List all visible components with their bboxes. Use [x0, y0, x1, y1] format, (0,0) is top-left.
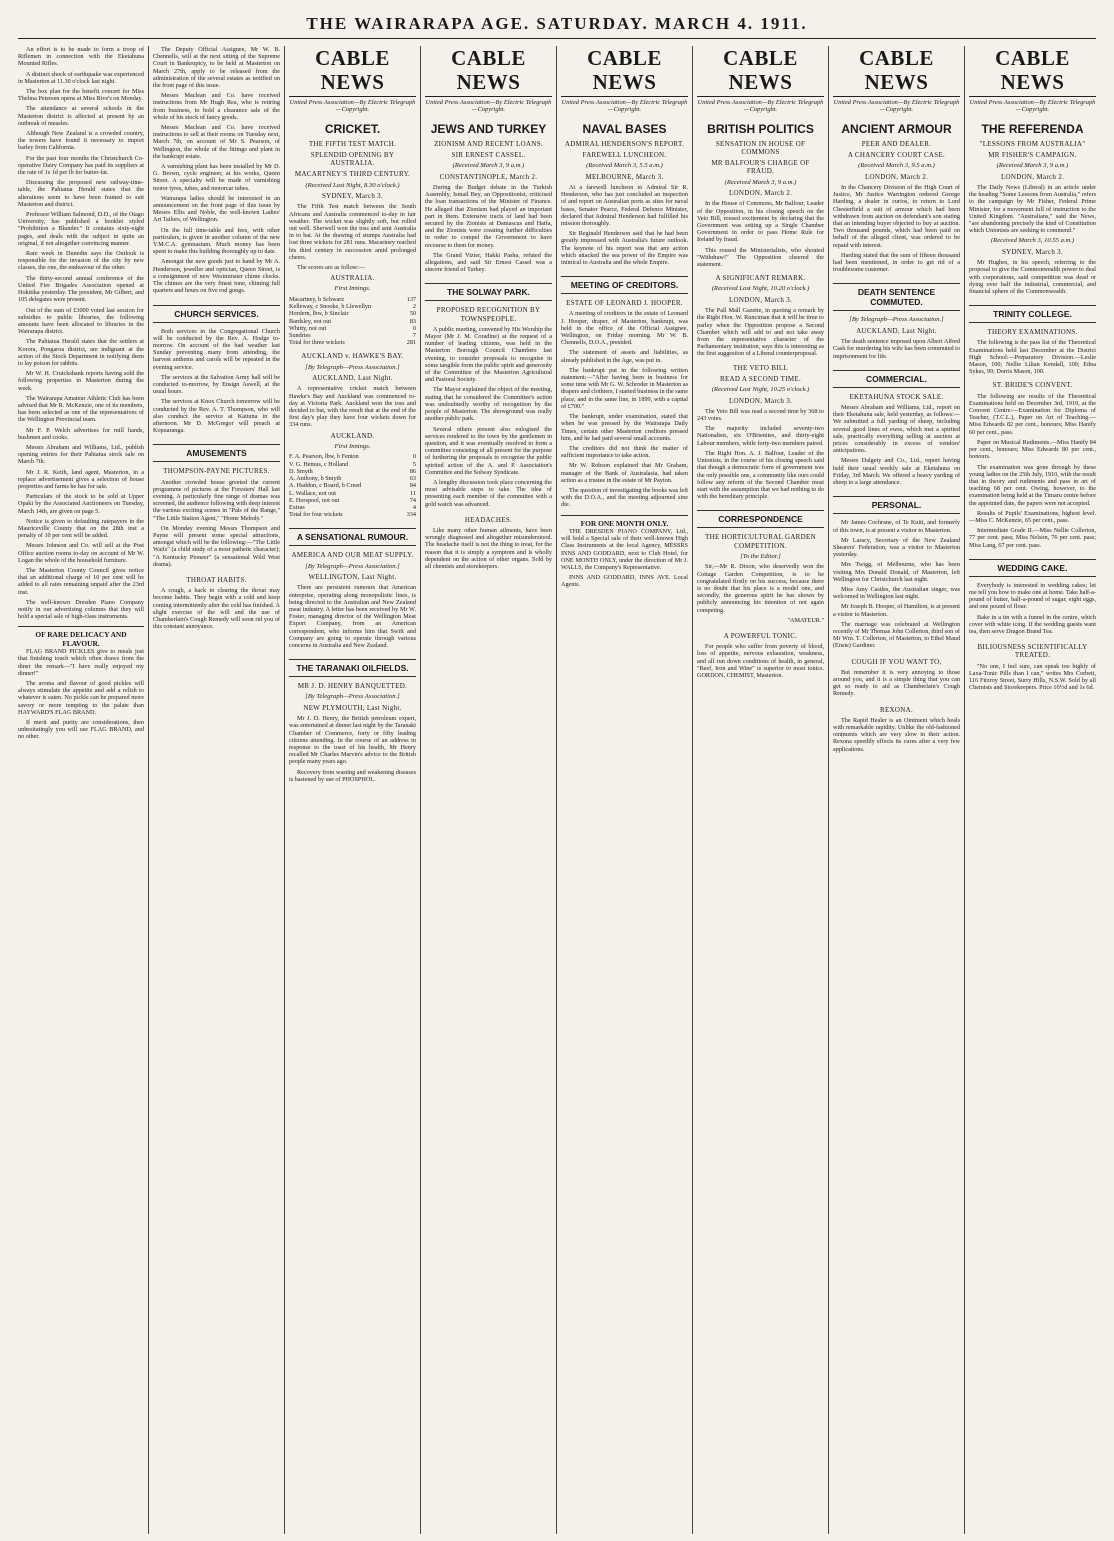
column-7 — [833, 46, 960, 1534]
news-paragraph: The Right Hon. A. J. Balfour, Leader of the Unionists, in the course of his closing speech said that though a democratic form of government was the only possible one, a community like ours could follow any reform of the Second Chamber most start with the assumption that we had nothing to do with the hereditary principle. — [697, 449, 824, 501]
news-paragraph: The attendance at several schools in the Masterton district is affected at present by an outbreak of measles. — [18, 105, 144, 127]
news-paragraph: The thirty-second annual conference of the United Fire Brigades Association opened at Hokitika yesterday. The president, Mr Gilbert, and 105 delegates were present. — [18, 274, 144, 304]
news-paragraph: A representative cricket match between Hawke's Bay and Auckland was commenced to-day at Victoria Park. Auckland won the toss and decided to bat, with the result that at the end of the first day's play they have four wickets down for 334 runs. — [289, 385, 416, 429]
dateline: AUCKLAND, Last Night. — [312, 374, 393, 383]
table-row — [289, 310, 416, 317]
column-divider — [692, 46, 693, 1534]
article-subheading: AUCKLAND v. HAWKE'S BAY. — [301, 352, 404, 361]
article-subheading: MR J. D. HENRY BANQUETTED. — [297, 682, 408, 691]
article-subheading: ADMIRAL HENDERSON'S REPORT. — [564, 139, 685, 148]
telegraph-note: [By Telegraph—Press Association.] — [849, 316, 944, 324]
section-subheading: BILIOUSNESS SCIENTIFICALLY TREATED. — [977, 643, 1088, 660]
batsman-name: A. Haddon, c Board, b Creed — [289, 482, 362, 490]
news-paragraph: Mr W. H. Cruickshank reports having sold the following properties in Masterton during the week. — [18, 370, 144, 392]
section-heading: MEETING OF CREDITORS. — [561, 276, 688, 294]
news-paragraph: Recovery from wasting and weakening diseases is hastened by use of PHOSPHOL. — [289, 768, 416, 783]
cable-byline: United Press Association—By Electric Telegraph—Copyright. — [697, 99, 824, 114]
total-runs: 334 — [406, 511, 416, 519]
section-heading: AMUSEMENTS — [153, 444, 280, 462]
news-paragraph: At a farewell luncheon to Admiral Sir R. Henderson, who has just concluded an inspection of and report on Australian ports as sites for naval bases, Senator Pearce, Federal Defence Minister, declared that Admiral Henderson had fulfilled his mission thoroughly. — [561, 184, 688, 228]
news-paragraph: The Rapid Healer is an Ointment which heals with remarkable rapidity. Unlike the old-fashioned ointments which are very slow in their action. Rexona speedily effects its cures after a very few applications. — [833, 716, 960, 753]
cable-news-heading: CABLE NEWS — [697, 46, 824, 97]
news-paragraph: On Monday evening Messrs Thompson and Payne will present some special attractions, amongst which will be the following:—"The Little Waifs" (a child study of a most pathetic character); "A Kentucky Pioneer" (a sensational Wild West drama). — [153, 524, 280, 568]
received-note: (Received March 3, 10.55 a.m.) — [990, 237, 1075, 245]
article-headline: BRITISH POLITICS — [707, 121, 814, 136]
article-subheading: AMERICA AND OUR MEAT SUPPLY. — [291, 551, 414, 560]
news-paragraph: "No one, I feel sure, can speak too highly of Laxa-Tonic Pills than I can," writes Mrs Corbett, 116 Fitzroy Street, Surry Hills, N.S.W. Sold by all Chemists and Storekeepers. Price 10½d and 1s 6d. — [969, 662, 1096, 692]
cable-news-heading: CABLE NEWS — [561, 46, 688, 97]
article-subheading: "LESSONS FROM AUSTRALIA" — [979, 139, 1086, 148]
column-divider — [148, 46, 149, 1534]
section-subheading: THOMPSON-PAYNE PICTURES. — [163, 467, 270, 476]
news-paragraph: The Wairarapa Amateur Athletic Club has been advised that Mr R. McKenzie, one of its members, has been selected as one of the representatives of the Wellington Provincial team. — [18, 394, 144, 424]
news-paragraph: Messrs Abraham and Williams, Ltd., report on their Eketahuna sale, held yesterday, as follows:—We submitted a full yarding of sheep, including several good lines of ewes, which met a spirited sale, practically everything selling at auction at prices considerably in excess of vendors' anticipations. — [833, 404, 960, 455]
scorecard-table — [289, 453, 416, 518]
news-paragraph: The scores are as follow:— — [297, 264, 366, 272]
article-headline: ANCIENT ARMOUR — [841, 121, 952, 136]
news-paragraph: The Veto Bill was read a second time by 368 to 243 votes. — [697, 407, 824, 423]
article-headline: THE REFERENDA — [981, 121, 1084, 136]
received-note: (Received March 3, 9 a.m.) — [452, 162, 525, 170]
news-paragraph: Like many other human ailments, have been wrongly diagnosed and altogether misunderstood. The headache itself is not the thing to treat, for the reason that it is simply a symptom and is wholly dependent on the action of other organs. Sold by all chemists and storekeepers. — [425, 526, 552, 570]
batsman-name: Hordern, lbw, b Sinclair — [289, 310, 349, 318]
news-paragraph: Notice is given to defaulting ratepayers in the Mauriceville County that on the 28th inst a penalty of 10 per cent will be added. — [18, 517, 144, 540]
section-heading: PERSONAL. — [833, 496, 960, 514]
column-1 — [18, 46, 144, 1534]
received-note: (Received Last Night, 10.25 o'clock.) — [711, 386, 810, 394]
cable-news-heading: CABLE NEWS — [833, 46, 960, 97]
scorecard-title: AUCKLAND. — [330, 431, 375, 440]
article-subheading: SENSATION IN HOUSE OF COMMONS — [715, 139, 806, 157]
article-subheading: MR BALFOUR'S CHARGE OF FRAUD. — [711, 159, 810, 176]
news-paragraph: The following is the pass list of the Theoretical Examinations held last December at the District High School:—Preparatory Division.—Leslie Mason, 100; Nellie Lilian Kendall, 100; Edna Sykes, 99; Dorris Mason, 100. — [969, 339, 1096, 376]
runs: 5 — [412, 460, 416, 468]
news-paragraph: The services at Knox Church tomorrow will be conducted by the Rev. A. T. Thompson, who will also conduct the service at Kaituna in the afternoon. Mr D. McGregor will preach at Kopuaranga. — [153, 398, 280, 435]
scorecard-subtitle: First Innings. — [334, 442, 371, 450]
batsman-name: F. A. Pearson, lbw, b Fenton — [289, 453, 359, 461]
piano-advertisement — [561, 515, 688, 589]
news-paragraph: Another crowded house greeted the current programme of pictures at the Foresters' Hall last evening. A particularly fine range of dramas was screened, the audience following with deep interest the various exciting scenes in "Pals of the Range," "The Little Station Agent," "Home Melody." — [153, 478, 280, 522]
news-paragraph: Sir,—Mr R. Dixon, who deservedly won the Cottage Garden Competition, is to be congratulated firstly on his success, because there is no doubt that his place is a model one, and secondly, the generous spirit he has shown by publicly announcing his intention of not again competing. — [697, 563, 824, 614]
column-2 — [153, 46, 280, 1534]
section-heading: TRINITY COLLEGE. — [969, 305, 1096, 323]
news-paragraph: The Masterton County Council gives notice that an additional charge of 10 per cent will be added to all rates remaining unpaid after the 23rd inst. — [18, 567, 144, 596]
news-paragraph: The Pall Mall Gazette, in quoting a remark by the Right Hon. W. Runciman that it will be time to parley when the Opposition propose a Second Chamber which will add to and not take away from the representative character of the Parliamentary institution, says this is interesting as the first suggestion of a Liberal counterproposal. — [697, 307, 824, 358]
news-paragraph: In the Chancery Division of the High Court of Justice, Mr Justice Warrington ordered George Harding, a dealer in curios, to return to Lord Chesterfield a suit of armour which had been withdrawn from auction on defendant's son stating that an intending buyer objected to buy at auction. Two thousand pounds, which had been paid on behalf of the alleged client, was ordered to be repaid with interest. — [833, 184, 960, 249]
batsman-name: Macartney, b Schwarz — [289, 296, 345, 304]
news-paragraph: Both services in the Congregational Church will be conducted by the Rev. A. Hodge to-morrow. On account of the bad weather last Sunday preventing many from attending, the harvest anthems and carols will be repeated in the evening service. — [153, 327, 280, 371]
table-row — [289, 504, 416, 511]
batsman-name: Bardsley, not out — [289, 317, 332, 325]
column-4 — [425, 46, 552, 1534]
masthead-rule — [18, 38, 1096, 39]
article-subheading: PEER AND DEALER. — [861, 139, 932, 148]
ad-paragraph: If merit and purity are considerations, then unhesitatingly you will use FLAG BRAND, and no other. — [18, 719, 144, 741]
article-subheading: PROPOSED RECOGNITION BY TOWNSPEOPLE. — [436, 306, 541, 323]
received-note: (Received March 3, 5.5 a.m.) — [586, 162, 663, 170]
telegraph-note: [By Telegraph—Press Association.] — [305, 562, 400, 570]
received-note: (Received March 3, 9 a.m.) — [996, 162, 1069, 170]
batsman-name: L. Wallace, not out — [289, 489, 336, 497]
news-paragraph: Several others present also eulogised the services rendered to the town by the gentlemen in question, and it was eventually resolved to form a committee consisting of all present for the purpose of furthering the proposals to recognise the public spirited action of the A. and P. Association's Committee and the Solway Syndicate. — [425, 425, 552, 476]
runs: 50 — [409, 310, 416, 318]
news-paragraph: Mr F. P. Welch advertises for mill hands, bushmen and cooks. — [18, 426, 144, 441]
news-paragraph: Paper on Musical Rudiments.—Miss Hanify 84 per cent., honours; Miss Edwards 80 per cent., honours. — [969, 438, 1096, 461]
pickles-advertisement — [18, 626, 144, 740]
section-subheading: THROAT HABITS. — [186, 575, 247, 584]
news-paragraph: Messrs Dalgety and Co., Ltd., report having held their usual weekly sale at Eketahuna on Friday, 3rd March. We offered a heavy yarding of sheep to a large attendance. — [833, 457, 960, 487]
scorecard-table — [289, 296, 416, 346]
article-subheading: THE VETO BILL — [733, 363, 788, 372]
batsman-name: Sundries — [289, 332, 311, 340]
runs: 11 — [410, 489, 416, 497]
section-heading: CHURCH SERVICES. — [153, 305, 280, 323]
dateline: LONDON, March 3. — [728, 396, 793, 405]
news-paragraph: A distinct shock of earthquake was experienced in Masterton at 11.30 o'clock last night. — [18, 70, 144, 85]
dateline: NEW PLYMOUTH, Last Night. — [303, 703, 402, 712]
batsman-name: Whitty, not out — [289, 324, 327, 332]
section-subheading: A POWERFUL TONIC. — [723, 631, 798, 640]
column-divider — [964, 46, 965, 1534]
news-paragraph: The Mayor explained the object of the meeting, stating that he considered the Committee's action was undoubtedly worthy of recognition by the people of Masterton. The showground was really another public park. — [425, 386, 552, 423]
table-row — [289, 318, 416, 325]
cable-byline: United Press Association—By Electric Telegraph—Copyright. — [561, 99, 688, 114]
news-paragraph: Mrs Twigg, of Melbourne, who has been visiting Mrs Donald Donald, of Masterton, left Wellington for Christchurch last night. — [833, 561, 960, 583]
news-paragraph: On the full time-table and fees, with other particulars, is given in another column of the new Y.M.C.A. gymnasium. Much money has been spent to make this building thoroughly up to date. — [153, 226, 280, 256]
column-8 — [969, 46, 1096, 1534]
column-divider — [828, 46, 829, 1534]
news-paragraph: Results of Pupils' Examinations, highest level.—Miss C. McKenzie, 65 per cent., pass. — [969, 509, 1096, 524]
news-paragraph: Professor William Salmond, D.D., of the Otago University, has published a booklet styled "Prohibition a Blunder." It contains sixty-eight pages, and deals with the subject in quite an original, if not altogether convincing manner. — [18, 211, 144, 247]
article-headline: JEWS AND TURKEY — [430, 121, 547, 136]
table-row-total — [289, 339, 416, 346]
table-row — [289, 468, 416, 475]
news-paragraph: The Grand Vizier, Hakki Pasha, refuted the allegations, and said Sir Ernest Cassel was a sincere friend of Turkey. — [425, 251, 552, 274]
runs: 137 — [406, 296, 416, 304]
table-row — [289, 453, 416, 460]
total-label: Total for three wickets — [289, 339, 345, 347]
runs: 0 — [412, 453, 416, 461]
news-paragraph: The bankrupt put in the following written statement:—"After having been in business for some time with Mr G. W. Schroder in Masterton as drapers and clothiers, I started business in the same place, and in the same line, in 1899, with a capital of £700." — [561, 366, 688, 410]
batsman-name: A. Anthony, b Smyth — [289, 475, 342, 483]
runs: 83 — [409, 317, 416, 325]
news-paragraph: The Pahiatua Herald states that the settlers at Korora, Pongaroa district, are indignant at the action of the Stock Department in notifying them to lay poison for rabbits. — [18, 338, 144, 367]
news-paragraph: A cough, a hack in clearing the throat may become habits. They begin with a cold and keep coming intermittently after the cold has finished. A slight exercise of the will and the use of Chamberlain's Cough Remedy will soon rid you of this constant annoyance. — [153, 587, 280, 631]
article-subheading: SPLENDID OPENING BY AUSTRALIA. — [310, 151, 395, 168]
news-paragraph: The death sentence imposed upon Albert Alfred Cash for murdering his wife has been commuted to imprisonment for life. — [833, 338, 960, 360]
dateline: SYDNEY, March 3. — [1001, 248, 1064, 257]
column-3 — [289, 46, 416, 1534]
article-subheading: ZIONISM AND RECENT LOANS. — [434, 139, 543, 148]
runs: 74 — [409, 496, 416, 504]
section-heading: WEDDING CAKE. — [969, 559, 1096, 577]
article-subheading: THEORY EXAMINATIONS. — [987, 328, 1078, 337]
article-subheading: THE HORTICULTURAL GARDEN COMPETITION. — [705, 533, 816, 550]
news-paragraph: Mr W. Robson explained that Mr Graham, manager of the Bank of Australasia, had taken action as a trustee in the estate of Mr Payton. — [561, 462, 688, 484]
dateline: AUCKLAND, Last Night. — [856, 327, 937, 336]
news-paragraph: Mr Joseph B. Hooper, of Hamilton, is at present a visitor to Masterton. — [833, 603, 960, 618]
news-paragraph: A meeting of creditors in the estate of Leonard J. Hooper, draper, of Masterton, bankrupt, was held in the office of the Official Assignee, Wellington, on Friday morning. Mr W. B. Chennells, D.O.A., presided. — [561, 310, 688, 347]
dateline: SYDNEY, March 3. — [321, 192, 384, 201]
received-note: (Received Last Night, 10.20 o'clock.) — [711, 285, 810, 293]
news-paragraph: In the House of Commons, Mr Balfour, Leader of the Opposition, in his closing speech on the Veto Bill, roused excitement by declaring that the Government was setting up a Single Chamber Government in order to pass Home Rule for Ireland by fraud. — [697, 200, 824, 244]
article-subheading: ST. BRIDE'S CONVENT. — [992, 381, 1073, 390]
runs: 84 — [409, 482, 416, 490]
column-divider — [420, 46, 421, 1534]
news-paragraph: Particulars of the stock to be sold at Upper Opaki by the Associated Auctioneers on Tuesday, March 14th, are given on page 5. — [18, 493, 144, 515]
dateline: LONDON, March 3. — [728, 296, 793, 305]
newspaper-title: THE WAIRARAPA AGE. SATURDAY. MARCH 4. 1911. — [306, 14, 808, 33]
article-subheading: MR FISHER'S CAMPAIGN. — [988, 151, 1077, 160]
cable-news-heading: CABLE NEWS — [289, 46, 416, 97]
article-subheading: A CHANCERY COURT CASE. — [847, 151, 946, 160]
section-heading: A SENSATIONAL RUMOUR. — [289, 528, 416, 546]
news-paragraph: Mr J. D. Henry, the British petroleum expert, was entertained at dinner last night by the Taranaki Chamber of Commerce, forty or fifty leading citizens attending. In the course of an address in response to the toast of his health, Mr Henry recalled Mr Charles Marvin's advice to the British people many years ago. — [289, 715, 416, 766]
column-divider — [556, 46, 557, 1534]
cable-news-heading: CABLE NEWS — [969, 46, 1096, 97]
cable-byline: United Press Association—By Electric Telegraph—Copyright. — [969, 99, 1096, 114]
news-paragraph: Messrs Maclean and Co. have received instructions from Mr Hugh Rea, who is retiring from business, to hold a clearance sale of the whole of his stock of fancy goods. — [153, 92, 280, 121]
cable-byline: United Press Association—By Electric Telegraph—Copyright. — [289, 99, 416, 114]
table-row — [289, 482, 416, 489]
runs: 2 — [412, 303, 416, 311]
news-paragraph: Mr J. R. Keith, land agent, Masterton, in a replace advertisement gives a selection of house properties and farms he has for sale. — [18, 468, 144, 490]
news-paragraph: Harding stated that the sum of fifteen thousand had been mentioned, in order to get rid of a troublesome customer. — [833, 251, 960, 274]
news-paragraph: Messrs Johnson and Co. will sell at the Post Office auction rooms to-day on account of Mr W. Logan the whole of the household furniture. — [18, 542, 144, 564]
section-heading: COMMERCIAL. — [833, 370, 960, 388]
news-paragraph: The statement of assets and liabilities, as already published in the Age, was put in. — [561, 349, 688, 364]
news-paragraph: Out of the sum of £3000 voted last session for subsidies to public libraries, the following amounts have been allocated to libraries in the Wairarapa district. — [18, 306, 144, 336]
article-headline: NAVAL BASES — [582, 121, 667, 136]
received-note: (Received March 3, 9 a.m.) — [724, 178, 797, 186]
section-heading: THE SOLWAY PARK. — [425, 283, 552, 301]
news-paragraph: Bake in a tin with a funnel in the centre, which cover with white icing. If the wedding guests want tea, then serve Dragon Brand Tea. — [969, 613, 1096, 635]
cable-news-heading: CABLE NEWS — [425, 46, 552, 97]
dateline: LONDON, March 2. — [728, 189, 793, 198]
column-5 — [561, 46, 688, 1534]
news-paragraph: The Fifth Test match between the South Africans and Australia commenced to-day in fair weather. The wicket was slightly soft, but rolled out well. Sherwell won the toss and sent Australia in to bat. At the drawing of stumps Australia had lost three wickets for 281 runs. Macartney reached his third century in succession amid prolonged cheers. — [289, 203, 416, 261]
table-row — [289, 497, 416, 504]
news-paragraph: This roused the Ministerialists, who shouted "Withdraw!" The Opposition cheered the statement. — [697, 246, 824, 269]
section-subheading: COUGH IF YOU WANT TO, — [851, 657, 942, 666]
article-subheading: READ A SECOND TIME. — [719, 374, 802, 383]
news-paragraph: Amongst the new goods just to hand by Mr A. Henderson, jeweller and optician, Queen Street, is a consignment of new Westminster chime clocks. The chimes are the very finest tone, chiming full quarters and hours on five rod gongs. — [153, 258, 280, 295]
article-headline: CRICKET. — [324, 121, 381, 136]
batsman-name: Extras — [289, 503, 305, 511]
news-paragraph: For the past four months the Christchurch Co-operative Dairy Company has paid its suppliers at the rate of 1s 1d per lb for butter-fat. — [18, 154, 144, 177]
news-paragraph: Intermediate Grade II.—Miss Nellie Collerton, 77 per cent. pass; Miss Nelson, 76 per cent. pass; Miss Lang, 67 per cent. pass. — [969, 527, 1096, 549]
news-paragraph: Mr Hughes, in his speech, referring to the proposal to give the Commonwealth power to deal with corporations, said competition was dead or dying over half the industrial, commercial, and financial sphere of the Commonwealth. — [969, 259, 1096, 296]
table-row — [289, 490, 416, 497]
news-paragraph: An effort is to be made to form a troop of Riflemen in connection with the Eketahuna Mounted Rifles. — [18, 46, 144, 68]
news-paragraph: The majority included seventy-two Nationalists, six O'Brienites, and thirty-eight Labour members, while forty-two members paired. — [697, 425, 824, 447]
news-paragraph: A public meeting, convened by His Worship the Mayor (Mr J. M. Coradine) at the request of a number of leading citizens, was held in the Masterton Borough Council Chambers last evening, to consider proposals to recognise in some tangible form the public spirit and generosity of the Committee of the Masterton Agricultural and Pastoral Society. — [425, 325, 552, 384]
received-note: (Received March 3, 9.5 a.m.) — [858, 162, 935, 170]
ad-paragraph: FLAG BRAND PICKLES give to meals just that finishing touch which often draws from the diner the remark—"I have really enjoyed my dinner!" — [18, 648, 144, 677]
table-row — [289, 475, 416, 482]
news-paragraph: Mr James Cochrane, of Te Kuiti, and formerly of this town, is at present a visitor to Masterton. — [833, 519, 960, 534]
batsman-name: Kelleway, c Snooke, b Llewellyn — [289, 303, 372, 311]
column-6 — [697, 46, 824, 1534]
news-paragraph: Mr Laracy, Secretary of the New Zealand Shearers' Federation, was a visitor to Masterton yesterday. — [833, 536, 960, 559]
news-paragraph: The question of investigating the books was left with the D.O.A., and the meeting adjourned sine die. — [561, 486, 688, 509]
news-paragraph: The following are results of the Theoretical Examinations held on December 3rd, 1910, at the Convent Centre:—Examination for Diploma of Teacher, (T.C.L.), Paper on Art of Teaching.—Miss Edwards 82 per cent., honours; Miss Hanify 60 per cent., pass. — [969, 392, 1096, 436]
received-note: (Received Last Night, 8.30 o'clock.) — [305, 181, 400, 189]
dateline: LONDON, March 2. — [1000, 172, 1065, 181]
scorecard-title: AUSTRALIA. — [330, 274, 375, 283]
total-label: Total for four wickets — [289, 511, 343, 519]
ad-paragraph: The aroma and flavour of good pickles will always stimulate the appetite and add a relish to whatever is eaten. No pickle can be prepared more savory or more tempting to the palate than HAYWARD'S FLAG BRAND. — [18, 680, 144, 716]
news-paragraph: The services at the Salvation Army hall will be conducted to-morrow, by Ensign Aswell, at the usual hours. — [153, 373, 280, 396]
batsman-name: V. G. Hemus, c Holland — [289, 460, 349, 468]
telegraph-note: [By Telegraph—Press Association.] — [305, 363, 400, 371]
dateline: CONSTANTINOPLE, March 2. — [439, 172, 538, 181]
news-paragraph: During the Budget debate in the Turkish Assembly, Ismail Bey, an Oppositionist, criticised the loan transactions of the Minister of Finance. He alleged that Zionism had played an important part in them. Extensive tracts of land had been secured by the Zionists at Damascus and Haifa, and the Zionists were creating further difficulties in order to compel the Government to have recourse to them for money. — [425, 184, 552, 249]
scorecard-subtitle: First Innings. — [334, 285, 371, 293]
runs: 7 — [412, 332, 416, 340]
ad-paragraph: INNS AND GODDARD, INNS AVE. Local Agents. — [561, 574, 688, 589]
table-row — [289, 296, 416, 303]
article-subheading: SIR ERNEST CASSEL. — [451, 151, 526, 160]
section-subheading: REXONA. — [879, 705, 913, 714]
batsman-name: D. Smyth — [289, 467, 313, 475]
masthead — [0, 0, 1114, 44]
news-paragraph: Wairarapa ladies should be interested in an announcement on the front page of this issue by Messrs Ellis and Noble, the well-known Ladies' Art Tailors, of Wellington. — [153, 194, 280, 224]
article-subheading: MACARTNEY'S THIRD CENTURY. — [294, 170, 411, 179]
runs: 4 — [412, 503, 416, 511]
news-paragraph: The box plan for the benefit concert for Miss Thelma Petersen opens at Miss Rive's on Monday. — [18, 88, 144, 103]
article-subheading: FAREWELL LUNCHEON. — [582, 151, 667, 160]
news-paragraph: The Daily News (Liberal) in an article under the heading "Some Lessons from Australia," refers to the campaign by Mr Fisher, Federal Prime Minister, for a movement full of instruction to the United Kingdom. "Australians," said the News, "are abandoning precisely the kind of Constitution which Unionists are seeking to commend." — [969, 184, 1096, 235]
ad-heading: OF RARE DELICACY AND FLAVOUR. — [35, 630, 127, 648]
signature: "AMATEUR." — [787, 616, 824, 624]
table-row-total — [289, 511, 416, 518]
news-paragraph: Messrs Maclean and Co. have received instructions to sell at their rooms on Tuesday next, March 7th, on account of Mr S. Pearson, of Wellington, the whole of the fittings and plant in the bankrupt estate. — [153, 124, 280, 160]
total-runs: 281 — [406, 339, 416, 347]
news-paragraph: Discussing the proposed new railway-time-table, the Pahiatua Herald states that the alterations seem to have been framed to suit Masterton and district. — [18, 179, 144, 208]
dateline: LONDON, March 2. — [864, 172, 929, 181]
news-paragraph: Although New Zealand is a crowded country, the towers have found it necessary to import barley from California. — [18, 130, 144, 152]
batsman-name: E. Horspool, not out — [289, 496, 340, 504]
table-row — [289, 461, 416, 468]
dateline: WELLINGTON, Last Night. — [308, 573, 397, 582]
news-paragraph: The marriage was celebrated at Wellington recently of Mr Thomas John Collerton, third son of Mr Wm. T. Collerton, of Masterton, to Ethel Maud (Ensie) Gardiner. — [833, 620, 960, 650]
news-paragraph: For people who suffer from poverty of blood, loss of appetite, nervous exhaustion, weakness, and all run down conditions of health, in general, "Beef, Iron and Wine" is superior to most tonics. GORDON, CHEMIST, Masterton. — [697, 643, 824, 679]
news-paragraph: Rare week in Dunedin says the Outlook is responsible for the invasion of the city by new classes, the one, the endeavour of the other. — [18, 250, 144, 272]
telegraph-note: [By Telegraph—Press Association.] — [305, 693, 400, 701]
news-paragraph: The examination was gone through by these young ladies on the 25th July, 1910, with the result that in theory and rudiments and pass in art of teaching 68 per cent. Owing, however, to the examination being held at the Timaru centre before the appointed date, the papers were not accepted. — [969, 463, 1096, 507]
runs: 63 — [409, 475, 416, 483]
news-paragraph: But remember it is very annoying to those around you, and it is a simple thing that you can get so ready to aid as Chamberlain's Cough Remedy. — [833, 668, 960, 698]
dateline: MELBOURNE, March 3. — [585, 172, 664, 181]
article-subheading: THE FIFTH TEST MATCH. — [308, 139, 397, 148]
table-row — [289, 303, 416, 310]
runs: 86 — [409, 467, 416, 475]
news-paragraph: The Deputy Official Assignee, Mr W. B. Chennells, will at the next sitting of the Supreme Court in Bankruptcy, to be held at Masterton on March 27th, apply to be released from the administration of the several estates as notified on the front page of this issue. — [153, 46, 280, 90]
table-row — [289, 325, 416, 332]
news-paragraph: The well-known Dresden Piano Company notify in our advertising columns that they will hold a special sale of high-class instruments. — [18, 598, 144, 621]
news-paragraph: The creditors did not think the matter of sufficient importance to take action. — [561, 444, 688, 460]
article-subheading: ESTATE OF LEONARD J. HOOPER. — [566, 299, 683, 308]
news-paragraph: A varnishing plant has been installed by Mr D. G. Brown, cycle engineer, at his works, Queen Street. A specialty will be made of varnishing motor tyres, tubes, and motorcar tubes. — [153, 163, 280, 192]
runs: 0 — [412, 324, 416, 332]
section-subheading: HEADACHES. — [464, 515, 513, 524]
column-divider — [284, 46, 285, 1534]
cable-byline: United Press Association—By Electric Telegraph—Copyright. — [425, 99, 552, 114]
news-paragraph: Miss Amy Castles, the Australian singer, was welcomed in Wellington last night. — [833, 585, 960, 601]
news-paragraph: Sir Reginald Henderson said that he had been greatly impressed with Australia's future outlook. The keynote of his report was that any action which attacked the sea power of the Empire was inimical to Australia and the whole Empire. — [561, 230, 688, 267]
table-row — [289, 332, 416, 339]
cable-byline: United Press Association—By Electric Telegraph—Copyright. — [833, 99, 960, 114]
news-paragraph: The bankrupt, under examination, stated that when he was pressed by the Wairarapa Daily Times, certain other Masterton creditors pressed him, and he had paid several small accounts. — [561, 413, 688, 442]
news-paragraph: Everybody is interested in wedding cakes; let me tell you how to make one at home. Take half-a-pound of butter, half-a-pound of sugar, eight eggs, and one pound of flour. — [969, 581, 1096, 611]
news-paragraph: Messrs Abraham and Williams, Ltd., publish opening entries for their Pahiatua stock sale on March 7th. — [18, 443, 144, 466]
article-subheading: A SIGNIFICANT REMARK. — [715, 274, 806, 283]
section-heading: THE TARANAKI OILFIELDS. — [289, 659, 416, 677]
ad-paragraph: THE DRESDEN PIANO COMPANY, Ltd., will hold a Special sale of their well-known High Class Instruments at the local Agency, MESSRS INNS AND GODDARD, next to Club Hotel, for ONE MONTH ONLY, under the direction of Mr J. WALLS, the Company's Representative. — [561, 527, 688, 571]
news-paragraph: There are persistent rumours that American enterprise, operating along monopolistic lines, is being directed to the Australian and New Zealand meat industry. A letter has been received by Mr W. Foster, managing director of the Wellington Meat Export Company, from an American correspondent, who informs him that Swift and Company are going to operate through various concerns in Australia and New Zealand. — [289, 584, 416, 649]
section-heading: CORRESPONDENCE — [697, 510, 824, 528]
section-heading: DEATH SENTENCE COMMUTED. — [833, 283, 960, 311]
news-paragraph: A lengthy discussion took place concerning the most advisable steps to take. The idea of presenting each member of the committee with a gold watch was advanced. — [425, 478, 552, 508]
editor-note: [To the Editor.] — [740, 552, 781, 560]
ad-heading: FOR ONE MONTH ONLY. — [580, 518, 669, 528]
article-subheading: EKETAHUNA STOCK SALE. — [849, 392, 944, 401]
